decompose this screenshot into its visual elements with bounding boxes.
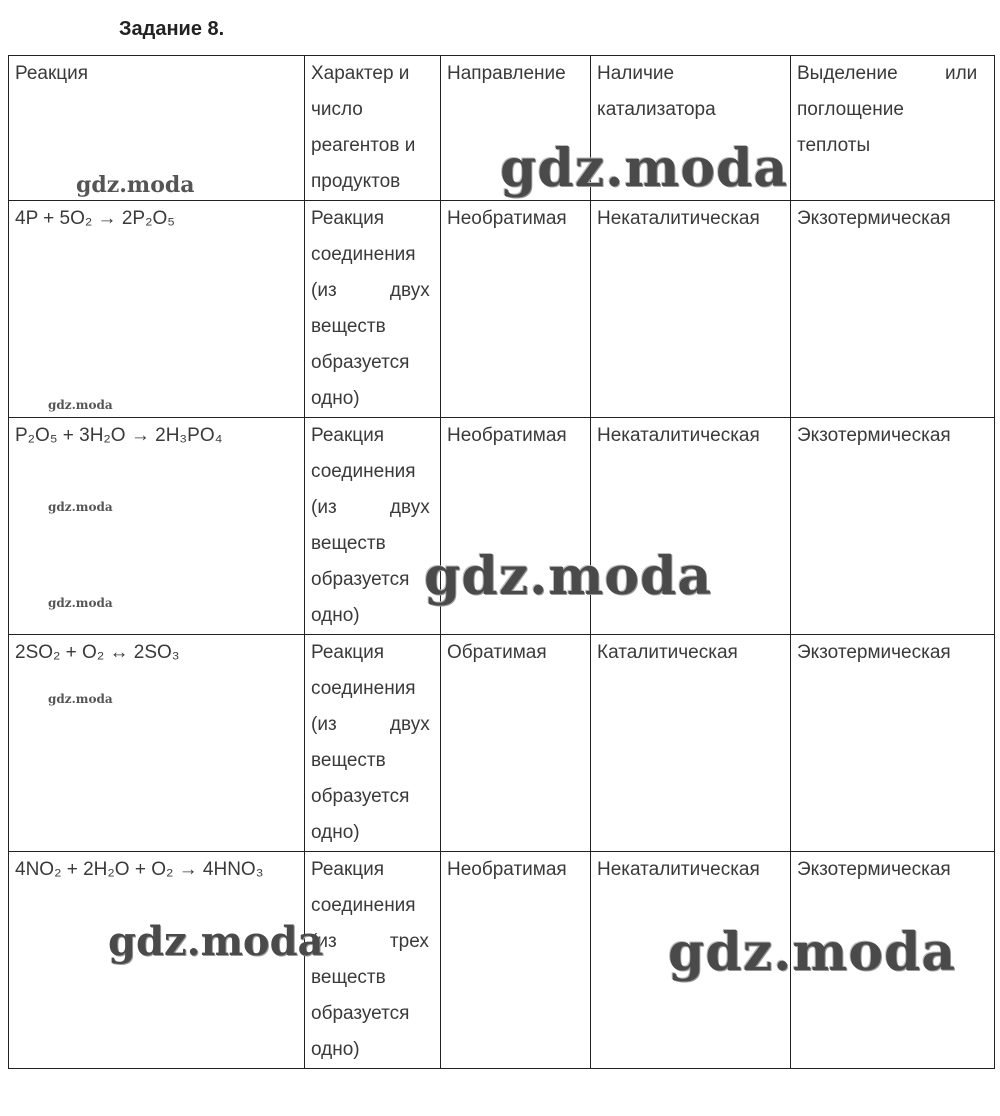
table-row [9, 852, 995, 1069]
cell-heat: Экзотермическая [791, 201, 995, 418]
nature-line: (из трех [311, 931, 429, 952]
header-heat-line: теплоты [797, 135, 871, 156]
cell-catalyst: Некаталитическая [591, 201, 791, 418]
nature-line: веществ [311, 533, 386, 554]
cell-catalyst: Некаталитическая [591, 852, 791, 1069]
nature-line: соединения [311, 461, 416, 482]
header-catalyst-line: Наличие [597, 63, 675, 84]
nature-line: (из двух [311, 714, 430, 735]
reactions-table [8, 55, 995, 1069]
nature-line: Реакция [311, 642, 385, 663]
header-nature [305, 56, 441, 201]
header-nature-line: продуктов [311, 171, 401, 192]
nature-line: одно) [311, 605, 360, 626]
nature-line: соединения [311, 244, 416, 265]
table-row [9, 201, 995, 418]
header-heat-line: Выделение или [797, 63, 978, 84]
cell-reaction: 4NO₂ + 2H₂O + O₂ → 4HNO₃ [9, 852, 305, 1069]
watermark: gdz.moda [668, 922, 957, 983]
watermark: gdz.moda [48, 692, 113, 706]
header-nature-line: реагентов и [311, 135, 416, 156]
nature-line: одно) [311, 822, 360, 843]
table-row [9, 635, 995, 852]
cell-reaction: 2SO₂ + O₂ ↔ 2SO₃ [9, 635, 305, 852]
cell-heat: Экзотермическая [791, 635, 995, 852]
nature-line: одно) [311, 1039, 360, 1060]
cell-direction: Необратимая [441, 418, 591, 635]
header-reaction: Реакция [9, 56, 305, 201]
nature-line: веществ [311, 750, 386, 771]
cell-catalyst: Каталитическая [591, 635, 791, 852]
cell-reaction: 4P + 5O₂ → 2P₂O₅ [9, 201, 305, 418]
header-direction: Направление [441, 56, 591, 201]
table-row [9, 418, 995, 635]
cell-heat: Экзотермическая [791, 418, 995, 635]
watermark: gdz.moda [424, 546, 713, 607]
cell-nature [305, 418, 441, 635]
cell-reaction: P₂O₅ + 3H₂O → 2H₃PO₄ [9, 418, 305, 635]
header-nature-line: число [311, 99, 363, 120]
cell-direction: Необратимая [441, 201, 591, 418]
watermark: gdz.moda [48, 596, 113, 610]
header-heat [791, 56, 995, 201]
nature-line: образуется [311, 569, 410, 590]
nature-line: (из двух [311, 497, 430, 518]
cell-direction: Обратимая [441, 635, 591, 852]
cell-catalyst: Некаталитическая [591, 418, 791, 635]
nature-line: образуется [311, 352, 410, 373]
nature-line: веществ [311, 316, 386, 337]
nature-line: образуется [311, 786, 410, 807]
cell-direction: Необратимая [441, 852, 591, 1069]
cell-nature [305, 852, 441, 1069]
header-nature-line: Характер и [311, 63, 410, 84]
nature-line: Реакция [311, 208, 385, 229]
watermark: gdz.moda [500, 138, 789, 199]
nature-line: веществ [311, 967, 386, 988]
watermark: gdz.moda [108, 918, 324, 965]
cell-heat: Экзотермическая [791, 852, 995, 1069]
nature-line: соединения [311, 895, 416, 916]
watermark: gdz.moda [48, 398, 113, 412]
watermark: gdz.moda [76, 172, 195, 198]
nature-line: образуется [311, 1003, 410, 1024]
table-header-row [9, 56, 995, 201]
nature-line: Реакция [311, 425, 385, 446]
nature-line: Реакция [311, 859, 385, 880]
nature-line: (из двух [311, 280, 430, 301]
header-heat-line: поглощение [797, 99, 904, 120]
cell-nature [305, 201, 441, 418]
header-catalyst-line: катализатора [597, 99, 716, 120]
header-catalyst [591, 56, 791, 201]
watermark: gdz.moda [48, 500, 113, 514]
nature-line: одно) [311, 388, 360, 409]
task-title: Задание 8. [119, 18, 225, 40]
nature-line: соединения [311, 678, 416, 699]
cell-nature [305, 635, 441, 852]
